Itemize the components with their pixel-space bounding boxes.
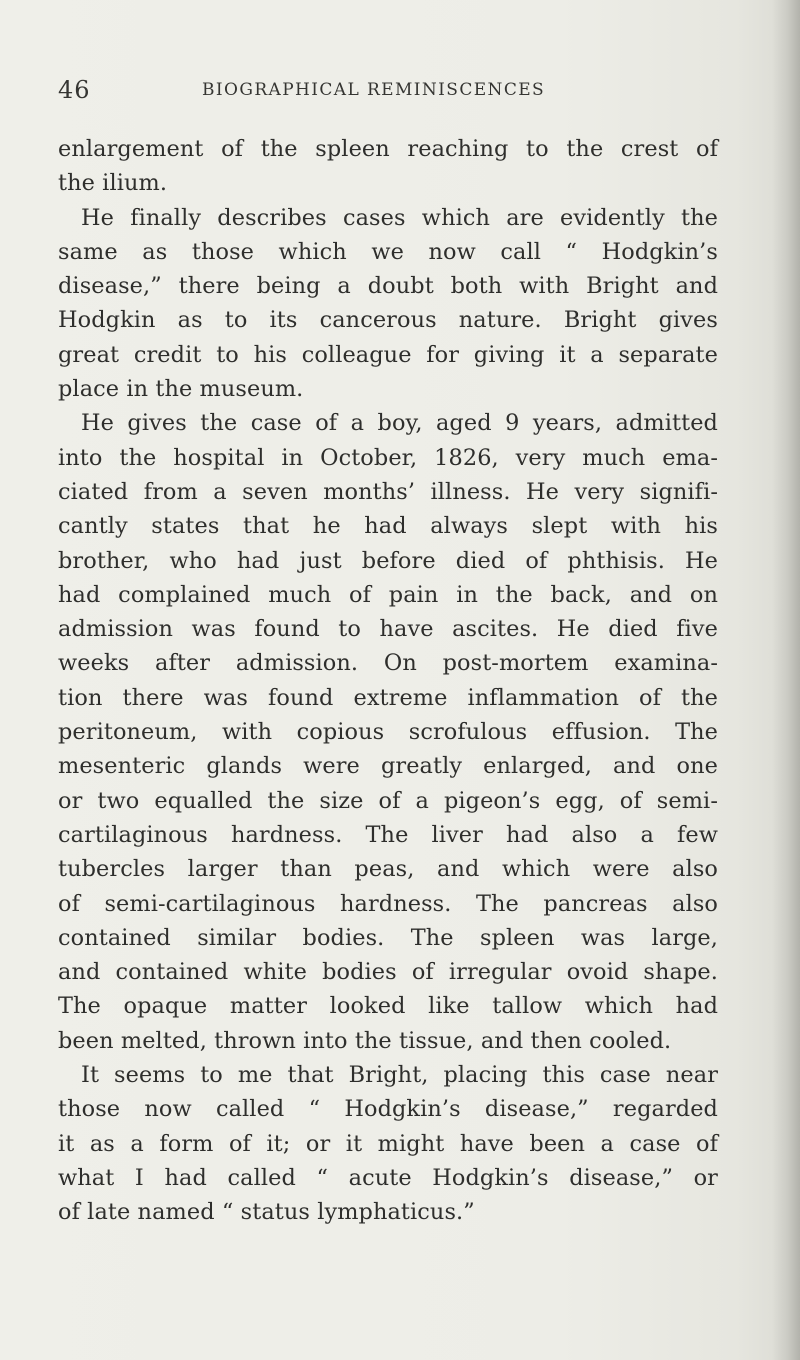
page-edge-shadow (772, 0, 800, 1360)
text-line: cantly states that he had always slept with his (58, 513, 718, 540)
text-line: or two equalled the size of a pigeon’s egg, of semi- (58, 787, 718, 814)
text-line: the ilium. (58, 170, 168, 197)
text-line: it as a form of it; or it might have been a case of (58, 1130, 718, 1157)
text-line: brother, who had just before died of phthisis. He (58, 547, 718, 574)
text-line: tubercles larger than peas, and which were also (58, 856, 718, 883)
text-line: enlargement of the spleen reaching to the crest of (58, 136, 718, 162)
paragraph-start-line: He gives the case of a boy, aged 9 years, admitted (81, 410, 718, 437)
text-line: weeks after admission. On post-mortem examina- (58, 650, 718, 677)
page-number: 46 (58, 76, 91, 104)
text-line: contained similar bodies. The spleen was large, (58, 924, 718, 951)
text-line: The opaque matter looked like tallow which had (58, 993, 718, 1020)
text-line: Hodgkin as to its cancerous nature. Bright gives (58, 307, 718, 334)
text-line: into the hospital in October, 1826, very much ema- (58, 444, 718, 471)
text-line: place in the museum. (58, 376, 304, 403)
running-head (58, 76, 718, 106)
running-title: BIOGRAPHICAL REMINISCENCES (202, 80, 546, 100)
text-line: admission was found to have ascites. He died five (58, 616, 718, 643)
text-line: of late named “ status lymphaticus.” (58, 1199, 475, 1226)
text-line: peritoneum, with copious scrofulous effusion. The (58, 719, 718, 746)
text-line: those now called “ Hodgkin’s disease,” regarded (58, 1096, 718, 1123)
text-line: tion there was found extreme inflammation of the (58, 684, 718, 711)
text-line: disease,” there being a doubt both with Bright and (58, 273, 718, 300)
text-line: same as those which we now call “ Hodgkin’s (58, 238, 718, 265)
text-line: and contained white bodies of irregular ovoid shape. (58, 959, 718, 986)
text-line: been melted, thrown into the tissue, and then cooled. (58, 1027, 672, 1054)
text-line: had complained much of pain in the back, and on (58, 581, 718, 608)
body-text (58, 132, 718, 1230)
text-line: ciated from a seven months’ illness. He very signifi- (58, 478, 718, 505)
text-line: cartilaginous hardness. The liver had also a few (58, 821, 718, 848)
paragraph-start-line: It seems to me that Bright, placing this case near (81, 1062, 718, 1089)
text-line: mesenteric glands were greatly enlarged, and one (58, 753, 718, 780)
text-line: what I had called “ acute Hodgkin’s disease,” or (58, 1164, 718, 1191)
text-line: great credit to his colleague for giving it a separate (58, 341, 718, 368)
text-line: of semi-cartilaginous hardness. The pancreas also (58, 890, 718, 917)
paragraph-start-line: He finally describes cases which are evidently the (81, 204, 718, 231)
